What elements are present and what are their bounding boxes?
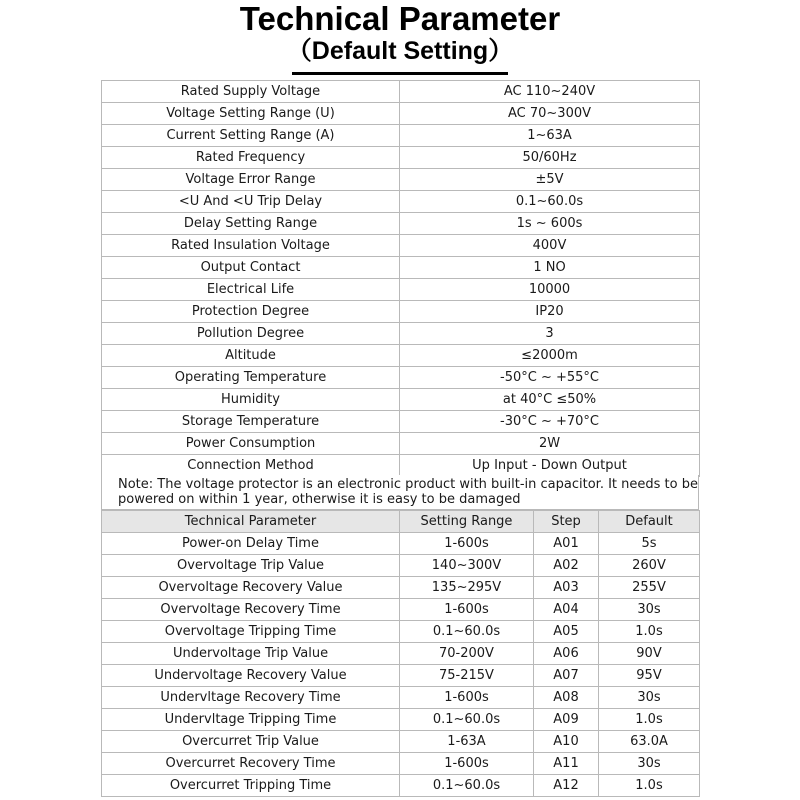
- parameter-value: -30°C ~ +70°C: [400, 411, 700, 433]
- parameter-name: Connection Method: [102, 455, 400, 477]
- setting-range: 135~295V: [400, 577, 534, 599]
- subtitle-underline: [292, 72, 508, 75]
- parameter-value: at 40°C ≤50%: [400, 389, 700, 411]
- setting-parameter: Power-on Delay Time: [102, 533, 400, 555]
- setting-range: 1-600s: [400, 753, 534, 775]
- note-text: Note: The voltage protector is an electronic product with built-in capacitor. It needs to be powered on within 1 year, otherwise it is easy to be damaged: [118, 477, 698, 507]
- parameter-row: [102, 213, 700, 235]
- parameter-value: 2W: [400, 433, 700, 455]
- parameter-name: <U And <U Trip Delay: [102, 191, 400, 213]
- parameter-value: AC 110~240V: [400, 81, 700, 103]
- parameter-name: Rated Frequency: [102, 147, 400, 169]
- page-title: Technical Parameter: [239, 0, 561, 37]
- column-header-parameter: Technical Parameter: [102, 511, 400, 533]
- page-subtitle: （Default Setting）: [286, 37, 514, 65]
- setting-parameter: Overcurret Recovery Time: [102, 753, 400, 775]
- parameter-row: [102, 81, 700, 103]
- setting-parameter: Overvoltage Tripping Time: [102, 621, 400, 643]
- parameter-row: [102, 323, 700, 345]
- setting-step: A05: [534, 621, 599, 643]
- parameter-value: 0.1~60.0s: [400, 191, 700, 213]
- setting-parameter: Overvoltage Recovery Value: [102, 577, 400, 599]
- parameter-name: Rated Insulation Voltage: [102, 235, 400, 257]
- parameter-name: Delay Setting Range: [102, 213, 400, 235]
- parameter-name: Storage Temperature: [102, 411, 400, 433]
- settings-row: [102, 555, 700, 577]
- settings-row: [102, 599, 700, 621]
- setting-range: 0.1~60.0s: [400, 775, 534, 797]
- column-header-step: Step: [534, 511, 599, 533]
- parameter-name: Pollution Degree: [102, 323, 400, 345]
- setting-default: 30s: [599, 753, 700, 775]
- setting-step: A02: [534, 555, 599, 577]
- settings-row: [102, 621, 700, 643]
- setting-default: 90V: [599, 643, 700, 665]
- parameter-value: Up Input - Down Output: [400, 455, 700, 477]
- settings-row: [102, 687, 700, 709]
- parameter-row: [102, 279, 700, 301]
- setting-default: 63.0A: [599, 731, 700, 753]
- setting-range: 70-200V: [400, 643, 534, 665]
- parameter-row: [102, 411, 700, 433]
- setting-step: A01: [534, 533, 599, 555]
- parameter-name: Electrical Life: [102, 279, 400, 301]
- setting-range: 1-600s: [400, 687, 534, 709]
- parameter-name: Protection Degree: [102, 301, 400, 323]
- setting-parameter: Undervoltage Recovery Value: [102, 665, 400, 687]
- parameter-value: 400V: [400, 235, 700, 257]
- settings-table-body: [102, 511, 700, 797]
- setting-step: A08: [534, 687, 599, 709]
- setting-range: 75-215V: [400, 665, 534, 687]
- setting-step: A06: [534, 643, 599, 665]
- setting-default: 30s: [599, 687, 700, 709]
- parameter-row: [102, 257, 700, 279]
- parameter-name: Current Setting Range (A): [102, 125, 400, 147]
- setting-step: A03: [534, 577, 599, 599]
- settings-header-row: [102, 511, 700, 533]
- setting-default: 5s: [599, 533, 700, 555]
- settings-row: [102, 533, 700, 555]
- settings-row: [102, 709, 700, 731]
- setting-default: 30s: [599, 599, 700, 621]
- parameter-value: 3: [400, 323, 700, 345]
- parameter-row: [102, 169, 700, 191]
- settings-table: [101, 510, 700, 797]
- parameter-value: AC 70~300V: [400, 103, 700, 125]
- parameter-name: Altitude: [102, 345, 400, 367]
- parameter-row: [102, 103, 700, 125]
- setting-default: 260V: [599, 555, 700, 577]
- parameter-row: [102, 301, 700, 323]
- parameter-value: 1~63A: [400, 125, 700, 147]
- parameter-row: [102, 235, 700, 257]
- setting-parameter: Overcurret Tripping Time: [102, 775, 400, 797]
- parameter-name: Voltage Setting Range (U): [102, 103, 400, 125]
- setting-step: A04: [534, 599, 599, 621]
- setting-default: 255V: [599, 577, 700, 599]
- parameter-value: 10000: [400, 279, 700, 301]
- parameter-value: -50°C ~ +55°C: [400, 367, 700, 389]
- setting-default: 1.0s: [599, 775, 700, 797]
- parameter-table-body: [102, 81, 700, 477]
- settings-row: [102, 577, 700, 599]
- setting-step: A07: [534, 665, 599, 687]
- setting-step: A10: [534, 731, 599, 753]
- parameter-value: 1s ~ 600s: [400, 213, 700, 235]
- parameter-name: Voltage Error Range: [102, 169, 400, 191]
- setting-range: 0.1~60.0s: [400, 621, 534, 643]
- parameter-name: Humidity: [102, 389, 400, 411]
- setting-range: 140~300V: [400, 555, 534, 577]
- parameter-row: [102, 367, 700, 389]
- setting-step: A11: [534, 753, 599, 775]
- column-header-default: Default: [599, 511, 700, 533]
- settings-row: [102, 665, 700, 687]
- parameter-value: ≤2000m: [400, 345, 700, 367]
- setting-parameter: Overvoltage Recovery Time: [102, 599, 400, 621]
- setting-range: 0.1~60.0s: [400, 709, 534, 731]
- parameter-name: Output Contact: [102, 257, 400, 279]
- settings-row: [102, 731, 700, 753]
- parameter-value: 1 NO: [400, 257, 700, 279]
- parameter-name: Power Consumption: [102, 433, 400, 455]
- settings-row: [102, 753, 700, 775]
- settings-row: [102, 775, 700, 797]
- setting-parameter: Overcurret Trip Value: [102, 731, 400, 753]
- setting-parameter: Undervltage Recovery Time: [102, 687, 400, 709]
- settings-row: [102, 643, 700, 665]
- setting-parameter: Overvoltage Trip Value: [102, 555, 400, 577]
- setting-step: A09: [534, 709, 599, 731]
- setting-range: 1-600s: [400, 533, 534, 555]
- setting-range: 1-600s: [400, 599, 534, 621]
- parameter-row: [102, 389, 700, 411]
- parameter-row: [102, 147, 700, 169]
- parameter-table: [101, 80, 700, 477]
- setting-parameter: Undervltage Tripping Time: [102, 709, 400, 731]
- setting-parameter: Undervoltage Trip Value: [102, 643, 400, 665]
- setting-default: 1.0s: [599, 709, 700, 731]
- parameter-row: [102, 125, 700, 147]
- parameter-row: [102, 345, 700, 367]
- setting-range: 1-63A: [400, 731, 534, 753]
- setting-default: 1.0s: [599, 621, 700, 643]
- parameter-name: Rated Supply Voltage: [102, 81, 400, 103]
- column-header-setting-range: Setting Range: [400, 511, 534, 533]
- setting-default: 95V: [599, 665, 700, 687]
- parameter-row: [102, 191, 700, 213]
- parameter-value: IP20: [400, 301, 700, 323]
- parameter-row: [102, 433, 700, 455]
- parameter-row: [102, 455, 700, 477]
- parameter-name: Operating Temperature: [102, 367, 400, 389]
- parameter-value: 50/60Hz: [400, 147, 700, 169]
- parameter-value: ±5V: [400, 169, 700, 191]
- setting-step: A12: [534, 775, 599, 797]
